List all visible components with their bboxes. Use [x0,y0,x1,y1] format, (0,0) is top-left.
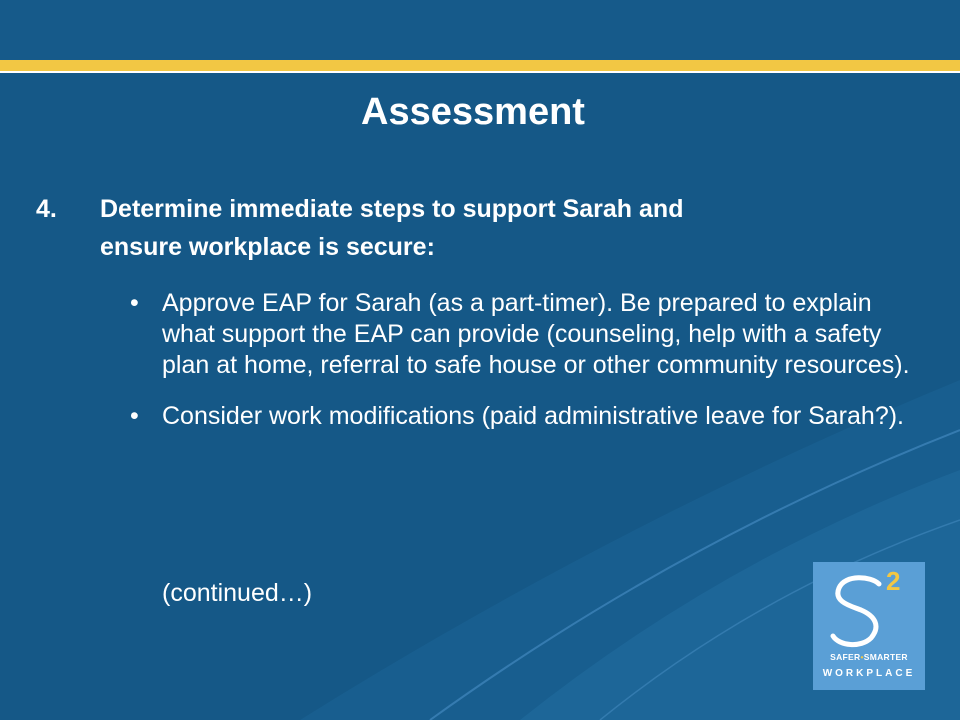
step-number: 4. [36,195,57,223]
logo-tagline-top [813,652,925,662]
slide-title: Assessment [361,91,585,133]
gold-stripe [0,60,960,73]
bullet-item [130,401,930,432]
continued-note: (continued…) [162,579,313,607]
step-point [36,190,916,266]
bullet-dot: • [130,289,139,317]
safer-smarter-workplace-logo [813,562,925,690]
logo-tagline-sep: • [860,652,864,662]
bullet-text: Consider work modifications (paid administrative leave for Sarah?). [162,402,904,430]
logo-superscript: 2 [886,566,901,596]
step-text-line1: Determine immediate steps to support Sarah and [100,195,684,223]
s-letter-icon [827,572,889,650]
bullet-list [130,288,930,452]
step-text-line2: ensure workplace is secure: [100,233,435,261]
logo-tagline-right: SMARTER [863,652,908,662]
bullet-dot: • [130,402,139,430]
logo-tagline-bottom: WORKPLACE [822,668,916,679]
bullet-text: Approve EAP for Sarah (as a part-timer). Be prepared to explain what support the EAP can provide (counseling, help with a safety plan at home, referral to safe house or other community resources). [162,289,910,379]
bullet-item [130,288,930,381]
logo-tagline-left: SAFER [830,652,861,662]
